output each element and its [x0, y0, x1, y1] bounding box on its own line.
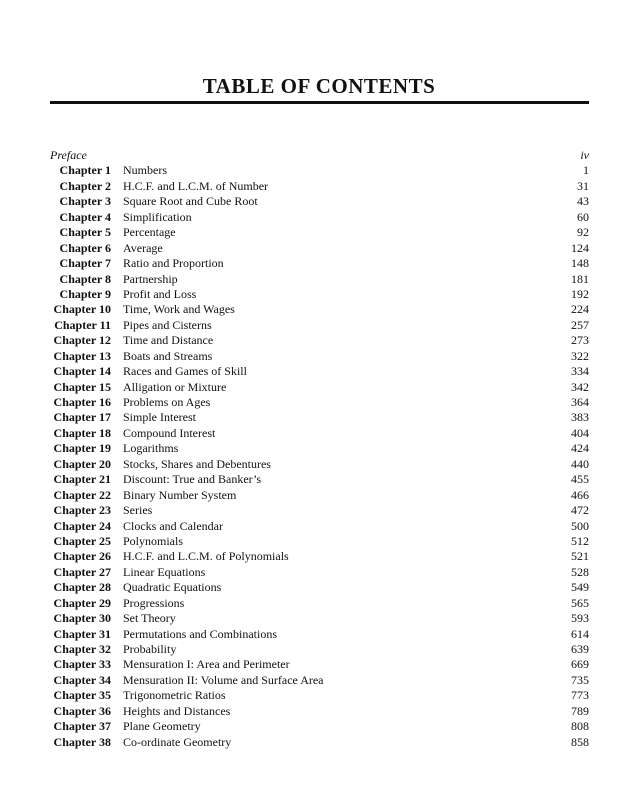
chapter-label: Chapter 14	[53, 364, 111, 379]
toc-row[interactable]	[50, 333, 589, 348]
page-number: 342	[571, 379, 589, 394]
chapter-title: Stocks, Shares and Debentures	[123, 456, 271, 471]
chapter-title: Average	[123, 240, 163, 255]
chapter-title: Simplification	[123, 209, 192, 224]
chapter-label: Chapter 7	[59, 256, 111, 271]
chapter-title: Polynomials	[123, 533, 184, 548]
toc-row[interactable]	[50, 735, 589, 750]
page-number: 639	[571, 642, 589, 656]
chapter-label: Chapter 1	[59, 163, 111, 178]
chapter-label: Chapter 29	[53, 595, 111, 610]
page-number: 404	[571, 425, 589, 440]
chapter-title: Discount: True and Banker’s	[123, 472, 262, 487]
chapter-label: Chapter 21	[53, 472, 111, 487]
chapter-label: Chapter 38	[53, 734, 111, 749]
page-number: 735	[571, 672, 589, 687]
page-number: 192	[571, 286, 589, 301]
chapter-label: Chapter 26	[53, 549, 111, 564]
chapter-label: Chapter 20	[53, 456, 111, 471]
toc-row[interactable]	[50, 241, 589, 256]
chapter-title: Square Root and Cube Root	[123, 194, 258, 209]
chapter-label: Chapter 33	[53, 657, 111, 672]
preface-page: iv	[580, 148, 589, 162]
toc-row[interactable]	[50, 272, 589, 287]
toc-row-preface[interactable]	[50, 148, 589, 163]
page-number: 364	[571, 395, 589, 409]
toc-row[interactable]	[50, 549, 589, 564]
chapter-label: Chapter 36	[53, 703, 111, 718]
chapter-label: Chapter 8	[59, 271, 111, 286]
toc-row[interactable]	[50, 163, 589, 178]
page-number: 273	[571, 333, 589, 348]
toc-row[interactable]	[50, 364, 589, 379]
toc-row[interactable]	[50, 194, 589, 209]
toc-row[interactable]	[50, 210, 589, 225]
chapter-label: Chapter 28	[53, 580, 111, 595]
chapter-label: Chapter 27	[53, 564, 111, 579]
toc-row[interactable]	[50, 719, 589, 734]
page-number: 148	[571, 256, 589, 271]
page-number: 858	[571, 734, 589, 749]
chapter-title: Boats and Streams	[123, 348, 213, 363]
page-number: 424	[571, 441, 589, 456]
page-number: 528	[571, 564, 589, 579]
chapter-title: Logarithms	[123, 441, 179, 456]
chapter-label: Chapter 25	[53, 533, 111, 548]
chapter-label: Chapter 5	[59, 225, 111, 240]
chapter-title: Partnership	[123, 271, 178, 286]
toc-row[interactable]	[50, 179, 589, 194]
toc-row[interactable]	[50, 580, 589, 595]
chapter-title: Quadratic Equations	[123, 580, 222, 595]
chapter-title: Binary Number System	[123, 487, 237, 502]
toc-row[interactable]	[50, 519, 589, 534]
page-number: 808	[571, 719, 589, 734]
page-number: 789	[571, 703, 589, 718]
chapter-label: Chapter 18	[53, 425, 111, 440]
chapter-label: Chapter 15	[53, 379, 111, 394]
page-number: 124	[571, 240, 589, 255]
page-number: 181	[571, 271, 589, 286]
page-number: 593	[571, 611, 589, 626]
chapter-label: Chapter 12	[53, 333, 111, 348]
chapter-label: Chapter 37	[53, 719, 111, 734]
chapter-title: Pipes and Cisterns	[123, 317, 212, 332]
chapter-title: Alligation or Mixture	[123, 379, 227, 394]
chapter-title: H.C.F. and L.C.M. of Number	[123, 178, 269, 193]
toc-row[interactable]	[50, 596, 589, 611]
toc-row[interactable]	[50, 704, 589, 719]
chapter-title: Plane Geometry	[123, 719, 201, 734]
page-number: 512	[571, 533, 589, 548]
chapter-label: Chapter 6	[59, 240, 111, 255]
toc-row[interactable]	[50, 287, 589, 302]
page-number: 455	[571, 472, 589, 487]
chapter-label: Chapter 30	[53, 611, 111, 626]
chapter-label: Chapter 13	[53, 348, 111, 363]
chapter-title: Co-ordinate Geometry	[123, 734, 232, 749]
page-title: TABLE OF CONTENTS	[202, 74, 436, 98]
chapter-title: Simple Interest	[123, 410, 196, 425]
chapter-label: Chapter 19	[53, 441, 111, 456]
preface-label: Preface	[50, 148, 87, 162]
chapter-title: Linear Equations	[123, 564, 206, 579]
page-number: 31	[577, 178, 589, 193]
page-number: 773	[571, 688, 589, 703]
toc-list	[50, 148, 589, 750]
chapter-label: Chapter 10	[53, 302, 111, 317]
chapter-title: Probability	[123, 642, 177, 656]
chapter-title: H.C.F. and L.C.M. of Polynomials	[123, 549, 289, 564]
toc-row[interactable]	[50, 225, 589, 240]
page-number: 614	[571, 626, 589, 641]
chapter-title: Ratio and Proportion	[123, 256, 224, 271]
page-number: 1	[583, 163, 589, 178]
chapter-label: Chapter 24	[53, 518, 111, 533]
toc-row[interactable]	[50, 611, 589, 626]
chapter-title: Numbers	[123, 163, 167, 178]
page-number: 224	[571, 302, 589, 317]
chapter-label: Chapter 2	[59, 178, 111, 193]
chapter-title: Mensuration I: Area and Perimeter	[123, 657, 290, 672]
chapter-title: Heights and Distances	[123, 703, 231, 718]
chapter-title: Mensuration II: Volume and Surface Area	[123, 672, 324, 687]
page-number: 257	[571, 317, 589, 332]
page-number: 669	[571, 657, 589, 672]
toc-row[interactable]	[50, 565, 589, 580]
toc-row[interactable]	[50, 673, 589, 688]
toc-row[interactable]	[50, 457, 589, 472]
title-rule	[50, 101, 589, 104]
chapter-label: Chapter 16	[53, 395, 111, 409]
chapter-label: Chapter 23	[53, 503, 111, 518]
chapter-title: Set Theory	[123, 611, 176, 626]
page-number: 334	[571, 364, 589, 379]
chapter-label: Chapter 35	[53, 688, 111, 703]
page-number: 500	[571, 518, 589, 533]
page-number: 549	[571, 580, 589, 595]
chapter-title: Time and Distance	[123, 333, 214, 348]
chapter-label: Chapter 3	[59, 194, 111, 209]
chapter-title: Progressions	[123, 595, 185, 610]
chapter-label: Chapter 17	[53, 410, 111, 425]
toc-row[interactable]	[50, 627, 589, 642]
chapter-label: Chapter 22	[53, 487, 111, 502]
chapter-title: Percentage	[123, 225, 176, 240]
toc-row[interactable]	[50, 642, 589, 657]
chapter-label: Chapter 4	[59, 209, 111, 224]
chapter-label: Chapter 31	[53, 626, 111, 641]
toc-row[interactable]	[50, 302, 589, 317]
page-number: 92	[577, 225, 589, 240]
chapter-label: Chapter 11	[54, 317, 111, 332]
chapter-title: Series	[123, 503, 153, 518]
toc-row[interactable]	[50, 318, 589, 333]
chapter-label: Chapter 9	[59, 286, 111, 301]
toc-row[interactable]	[50, 488, 589, 503]
chapter-title: Compound Interest	[123, 425, 216, 440]
chapter-title: Permutations and Combinations	[123, 626, 277, 641]
toc-row[interactable]	[50, 410, 589, 425]
page-number: 322	[571, 348, 589, 363]
toc-row[interactable]	[50, 395, 589, 410]
toc-row[interactable]	[50, 441, 589, 456]
chapter-label: Chapter 32	[53, 642, 111, 656]
toc-row[interactable]	[50, 380, 589, 395]
page-number: 60	[577, 209, 589, 224]
toc-row[interactable]	[50, 349, 589, 364]
page-number: 565	[571, 595, 589, 610]
toc-row[interactable]	[50, 688, 589, 703]
page-number: 43	[577, 194, 589, 209]
toc-row[interactable]	[50, 256, 589, 271]
page-number: 466	[571, 487, 589, 502]
chapter-label: Chapter 34	[53, 672, 111, 687]
toc-row[interactable]	[50, 472, 589, 487]
toc-row[interactable]	[50, 503, 589, 518]
chapter-title: Profit and Loss	[123, 286, 197, 301]
toc-row[interactable]	[50, 534, 589, 549]
chapter-title: Time, Work and Wages	[123, 302, 235, 317]
chapter-title: Problems on Ages	[123, 395, 211, 409]
chapter-title: Trigonometric Ratios	[123, 688, 226, 703]
page-number: 440	[571, 456, 589, 471]
chapter-title: Clocks and Calendar	[123, 518, 223, 533]
page-number: 472	[571, 503, 589, 518]
page-number: 383	[571, 410, 589, 425]
toc-row[interactable]	[50, 426, 589, 441]
toc-row[interactable]	[50, 657, 589, 672]
chapter-title: Races and Games of Skill	[123, 364, 247, 379]
page-number: 521	[571, 549, 589, 564]
